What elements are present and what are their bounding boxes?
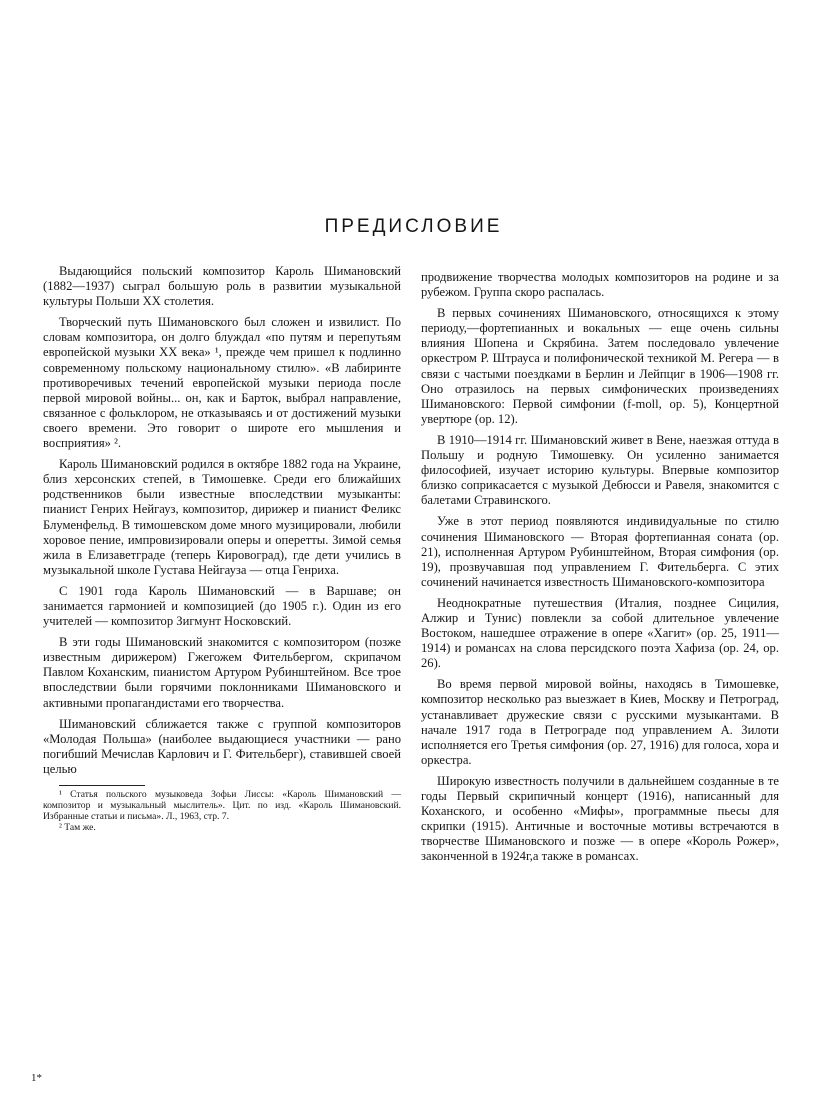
paragraph: Кароль Шимановский родился в октябре 1882 года на Украине, близ херсонских степей, в Тимошевке. Среди его ближайших родственников были известные впоследствии музыканты: пианист Генрих Нейгауз, композитор, дирижер и пианист Феликс Блуменфельд. В тимошевском доме много музицировали, любили хоровое пение, импровизировали оперы и оперетты. Зимой семья жила в Елизаветграде (теперь Кировоград), где дети учились в музыкальной школе Густава Нейгауза — отца Генриха.	[43, 457, 401, 577]
right-column	[421, 52, 779, 870]
paragraph: продвижение творчества молодых композиторов на родине и за рубежом. Группа скоро распалась.	[421, 270, 779, 300]
footnote: ¹ Статья польского музыковеда Зофьи Лиссы: «Кароль Шимановский — композитор и музыкальный мыслитель». Цит. по изд. «Кароль Шимановский. Избранные статьи и письма». Л., 1963, стр. 7.	[43, 789, 401, 822]
page-title: ПРЕДИСЛОВИЕ	[324, 216, 503, 237]
paragraph: Шимановский сближается также с группой композиторов «Молодая Польша» (наиболее выдающиеся участники — рано погибший Мечислав Карлович и Г. Фительберг), ставившей своей целью	[43, 716, 401, 776]
paragraph: Широкую известность получили в дальнейшем созданные в те годы Первый скрипичный концерт (1916), написанный для Коханского, и особенно «Мифы», программные пьесы для скрипки (1915). Античные и восточные мотивы встречаются в творчестве Шимановского и позже — в опере «Король Рожер», законченной в 1924г,а также в романсах.	[421, 773, 779, 864]
paragraph: С 1901 года Кароль Шимановский — в Варшаве; он занимается гармонией и композицией (до 1905 г.). Один из его учителей — композитор Зигмунт Носковский.	[43, 583, 401, 629]
left-column	[43, 264, 401, 833]
paragraph: Уже в этот период появляются индивидуальные по стилю сочинения Шимановского — Вторая фортепианная соната (ор. 21), исполненная Артуром Рубинштейном, Вторая симфония (ор. 19), прозвучавшая под управлением Г. Фительберга. С этих сочинений начинается известность Шимановского-композитора	[421, 514, 779, 589]
footnote-divider	[59, 785, 145, 786]
page-number: 1*	[31, 1072, 42, 1084]
footnote: ² Там же.	[59, 822, 96, 833]
paragraph: В первых сочинениях Шимановского, относящихся к этому периоду,—фортепианных и вокальных — еще очень сильны влияния Шопена и Скрябина. Затем последовало увлечение оркестром Р. Штрауса и полифонической техникой М. Регера — в связи с частыми поездками в Берлин и Лейпциг в 1906—1908 гг. Оно отразилось на первых симфонических произведениях Шимановского: Первой симфонии (f-moll, ор. 5), Концертной увертюре (ор. 12).	[421, 306, 779, 426]
paragraph: Творческий путь Шимановского был сложен и извилист. По словам композитора, он долго блуждал «по путям и перепутьям европейской музыки XX века» ¹, прежде чем пришел к подлинно современному польскому национальному стилю». «В лабиринте противоречивых течений европейской музыки периода после первой мировой войны... он, как и Барток, выбрал направление, связанное с фольклором, не отказываясь и от достижений музыки своего времени. Это говорит о широте его мышления и восприятия» ².	[43, 315, 401, 451]
paragraph: Неоднократные путешествия (Италия, позднее Сицилия, Алжир и Тунис) повлекли за собой длительное увлечение Востоком, нашедшее отражение в опере «Хагит» (ор. 25, 1911—1914) и романсах на слова персидского поэта Хафиза (ор. 24, ор. 26).	[421, 595, 779, 671]
paragraph: В эти годы Шимановский знакомится с композитором (позже известным дирижером) Гжегожем Фительбергом, скрипачом Павлом Коханским, пианистом Артуром Рубинштейном. Все трое впоследствии были горячими поклонниками Шимановского и активными пропагандистами его творчества.	[43, 635, 401, 710]
paragraph: Выдающийся польский композитор Кароль Шимановский (1882—1937) сыграл большую роль в развитии музыкальной культуры Польши XX столетия.	[43, 264, 401, 309]
paragraph: В 1910—1914 гг. Шимановский живет в Вене, наезжая оттуда в Польшу и родную Тимошевку. Он усиленно занимается философией, изучает историю культуры. Впервые композитор близко соприкасается с музыкой Дебюсси и Равеля, знакомится с балетами Стравинского.	[421, 432, 779, 508]
paragraph: Во время первой мировой войны, находясь в Тимошевке, композитор несколько раз выезжает в Киев, Москву и Петроград, устанавливает дружеские связи с русскими музыкантами. В начале 1917 года в Петрограде под управлением А. Зилоти исполняется его Третья симфония (ор. 27, 1916) для голоса, хора и оркестра.	[421, 677, 779, 767]
